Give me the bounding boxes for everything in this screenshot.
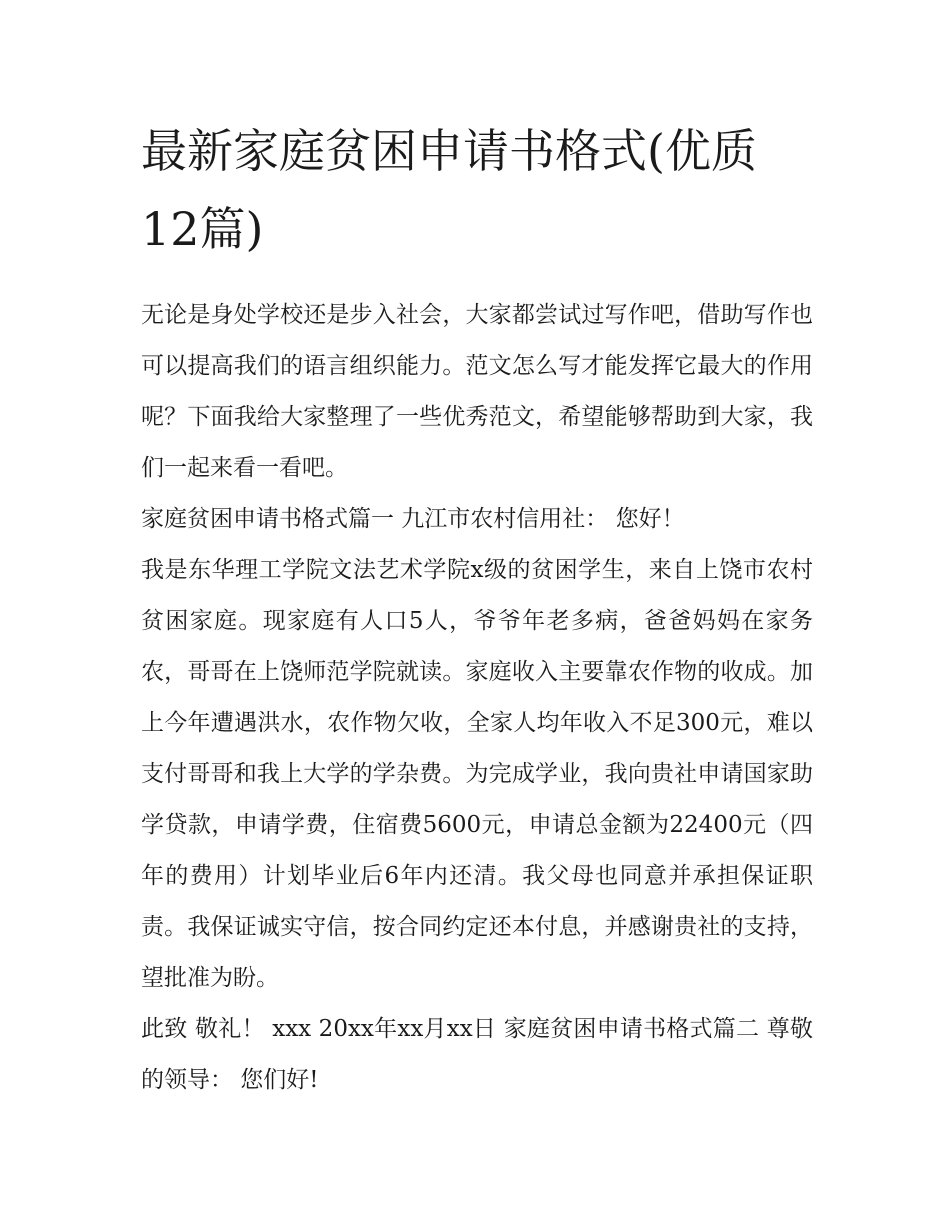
letter-heading-paragraph: 家庭贫困申请书格式篇一 九江市农村信用社： 您好！ bbox=[141, 506, 685, 532]
letter-body-paragraph: 我是东华理工学院文法艺术学院x级的贫困学生，来自上饶市农村贫困家庭。现家庭有人口5人，爷爷年老多病，爸爸妈妈在家务农，哥哥在上饶师范学院就读。家庭收入主要靠农作物的收成。加上今年遭遇洪水，农作物欠收，全家人均年收入不足300元，难以支付哥哥和我上大学的学杂费。为完成学业，我向贵社申请国家助学贷款，申请学费，住宿费5600元，申请总金额为22400元（四年的费用）计划毕业后6年内还清。我父母也同意并承担保证职责。我保证诚实守信，按合同约定还本付息，并感谢贵社的支持，望批准为盼。 bbox=[141, 557, 813, 991]
document-title: 最新家庭贫困申请书格式(优质12篇) bbox=[141, 124, 757, 256]
letter-closing-paragraph: 此致 敬礼！ xxx 20xx年xx月xx日 家庭贫困申请书格式篇二 尊敬的领导： 您们好! bbox=[141, 1016, 813, 1093]
intro-paragraph: 无论是身处学校还是步入社会，大家都尝试过写作吧，借助写作也可以提高我们的语言组织能力。范文怎么写才能发挥它最大的作用呢？下面我给大家整理了一些优秀范文，希望能够帮助到大家，我们一起来看一看吧。 bbox=[141, 302, 813, 481]
document-page bbox=[141, 112, 813, 1106]
